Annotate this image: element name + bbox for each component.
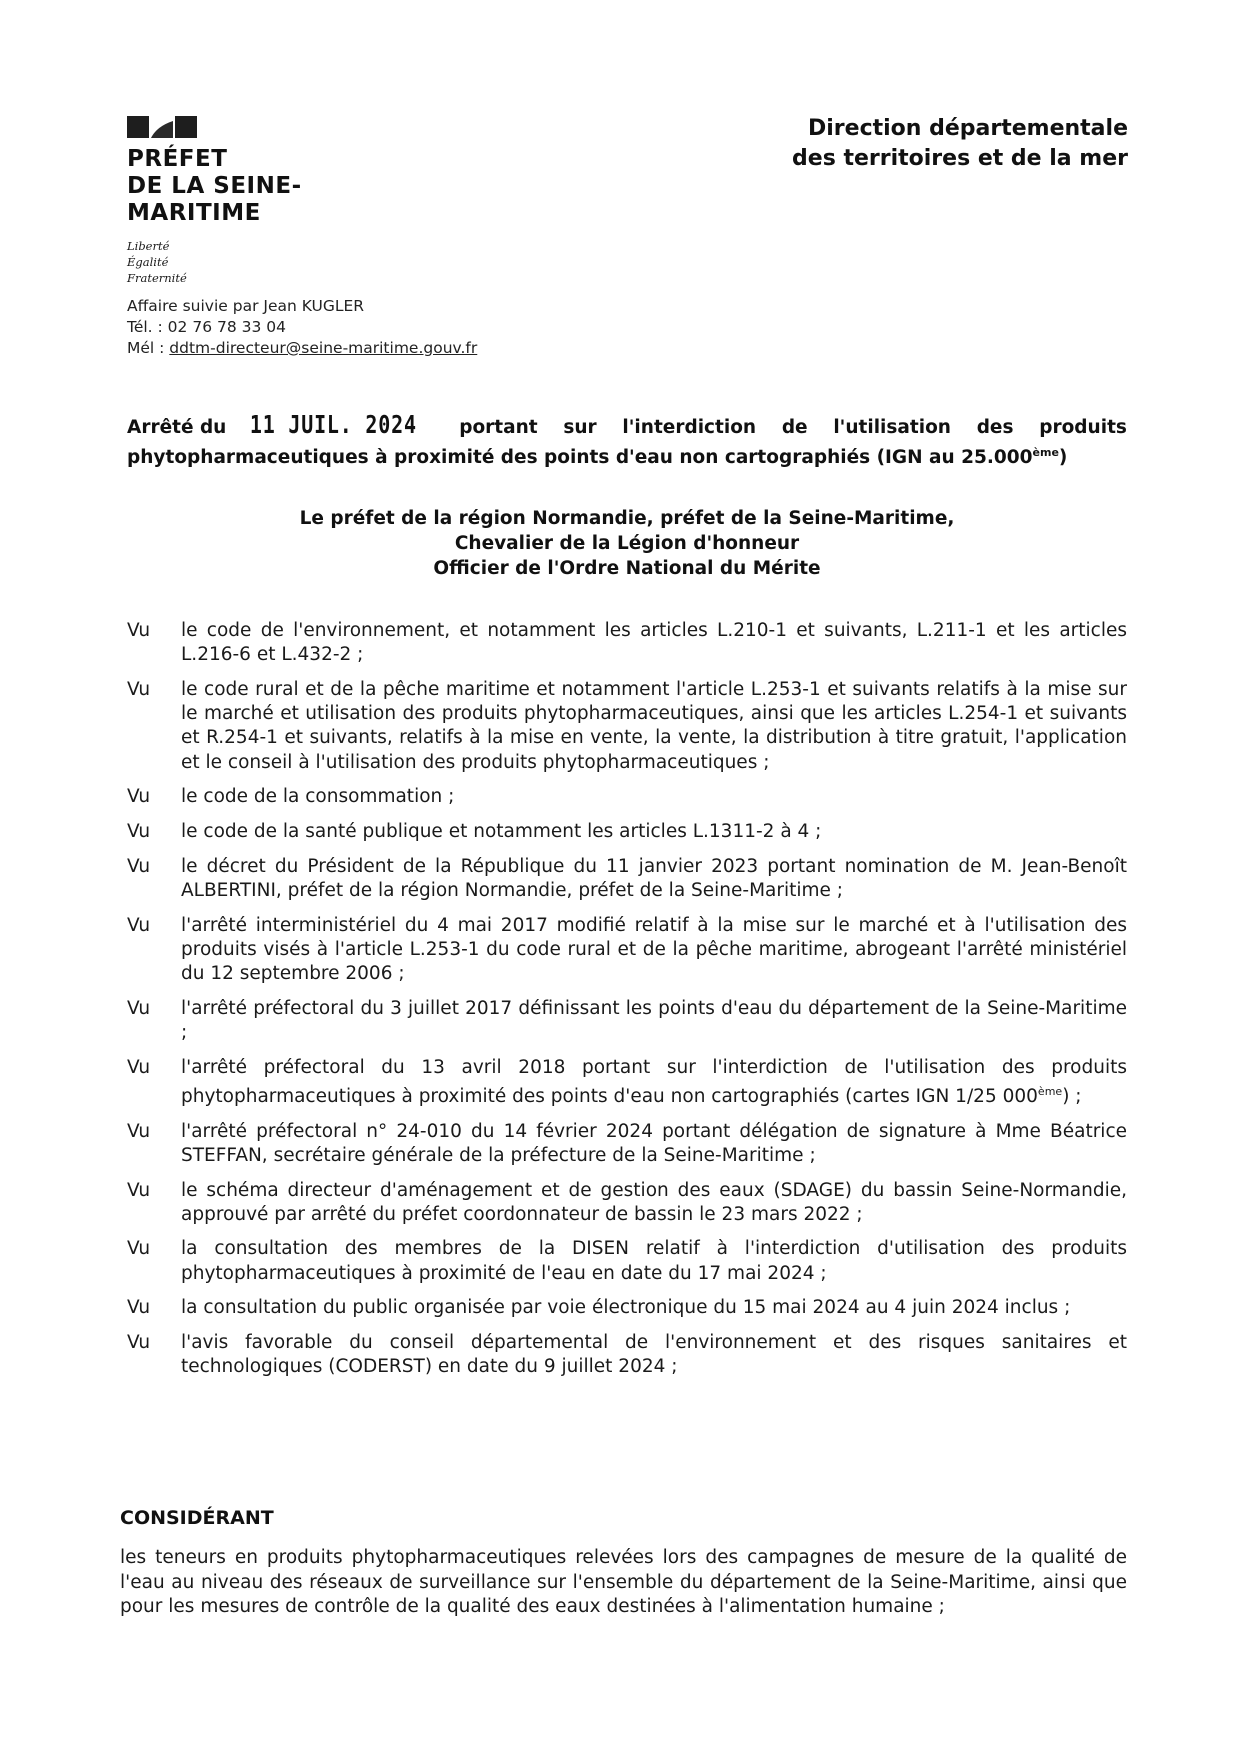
vu-text-main: l'arrêté préfectoral du 13 avril 2018 portant sur l'interdiction de l'utilisation des produits phytopharmaceutiques à proximité des points d'eau non cartographiés (cartes IGN 1/25 000 xyxy=(181,1056,1127,1107)
vu-text: le schéma directeur d'aménagement et de gestion des eaux (SDAGE) du bassin Seine-Normandie, approuvé par arrêté du préfet coordonnateur de bassin le 23 mars 2022 ; xyxy=(181,1179,1127,1225)
vu-text: le code de la consommation ; xyxy=(181,786,455,808)
vu-label: Vu xyxy=(127,1120,151,1142)
arrete-line2-end: ) xyxy=(1058,447,1068,469)
vu-item xyxy=(127,1120,1127,1168)
superscript: ème xyxy=(1032,446,1059,459)
prefet-line: DE LA SEINE- xyxy=(127,173,302,199)
email-label: Mél : xyxy=(127,339,170,357)
arrete-title-line1 xyxy=(127,412,1127,440)
title-word: produits xyxy=(1039,417,1127,438)
vu-text-end: ) ; xyxy=(1062,1085,1082,1107)
vu-text: la consultation du public organisée par voie électronique du 15 mai 2024 au 4 juin 2024 inclus ; xyxy=(181,1297,1071,1319)
vu-item xyxy=(127,855,1127,903)
vu-item xyxy=(127,914,1127,987)
marianne-flag-logo xyxy=(127,116,197,138)
vu-text xyxy=(181,1056,1127,1110)
devise xyxy=(127,238,187,286)
date-stamp: 11 JUIL. 2024 xyxy=(249,410,417,439)
arrete-prefix: Arrêté du xyxy=(127,417,227,438)
vu-item xyxy=(127,619,1127,667)
vu-label: Vu xyxy=(127,1238,151,1260)
vu-list xyxy=(127,619,1127,1390)
arrete-title-line2 xyxy=(127,440,1127,470)
arrete-line2-text: phytopharmaceutiques à proximité des points d'eau non cartographiés (IGN au 25.000 xyxy=(127,447,1033,469)
vu-item xyxy=(127,1331,1127,1379)
devise-fraternite: Fraternité xyxy=(127,271,187,285)
vu-text: le décret du Président de la République du 11 janvier 2023 portant nomination de M. Jean-Benoît ALBERTINI, préfet de la région Normandie, préfet de la Seine-Maritime ; xyxy=(181,855,1127,901)
telephone: Tél. : 02 76 78 33 04 xyxy=(127,318,287,336)
considerant-text: les teneurs en produits phytopharmaceutiques relevées lors des campagnes de mesure de la qualité de l'eau au niveau des réseaux de surveillance sur l'ensemble du département de la Seine-Maritime, ainsi que pour les mesures de contrôle de la qualité des eaux destinées à l'alimentation humaine ; xyxy=(120,1547,1127,1617)
vu-label: Vu xyxy=(127,914,151,936)
direction-title xyxy=(792,114,1128,174)
title-word: sur xyxy=(563,417,597,438)
vu-label: Vu xyxy=(127,1179,151,1201)
prefet-title xyxy=(127,146,302,227)
vu-item xyxy=(127,678,1127,775)
superscript: ème xyxy=(1037,1084,1063,1098)
vu-text: le code rural et de la pêche maritime et notamment l'article L.253-1 et suivants relatifs à la mise sur le marché et utilisation des produits phytopharmaceutiques, ainsi que les articles L.254-1 et suivants et R.254-1 et suivants, relatifs à la mise en vente, la vente, la distribution à titre gratuit, l'application et le conseil à l'utilisation des produits phytopharmaceutiques ; xyxy=(181,678,1127,773)
vu-text: le code de la santé publique et notamment les articles L.1311-2 à 4 ; xyxy=(181,820,822,842)
vu-label: Vu xyxy=(127,1332,151,1354)
prefect-line: Le préfet de la région Normandie, préfet de la Seine-Maritime, xyxy=(299,508,955,529)
vu-item xyxy=(127,1296,1127,1320)
vu-item xyxy=(127,1056,1127,1110)
email-link[interactable]: ddtm-directeur@seine-maritime.gouv.fr xyxy=(169,339,478,357)
vu-label: Vu xyxy=(127,820,151,842)
vu-text: l'arrêté préfectoral n° 24-010 du 14 février 2024 portant délégation de signature à Mme Béatrice STEFFAN, secrétaire générale de la préfecture de la Seine-Maritime ; xyxy=(181,1120,1127,1166)
title-word: l'interdiction xyxy=(622,417,757,438)
arrete-prefix-with-date xyxy=(127,412,433,440)
vu-item xyxy=(127,785,1127,809)
vu-text: l'arrêté interministériel du 4 mai 2017 modifié relatif à la mise sur le marché et à l'utilisation des produits visés à l'article L.253-1 du code rural et de la pêche maritime, abrogeant l'arrêté ministériel du 12 septembre 2006 ; xyxy=(181,914,1127,984)
direction-line: des territoires et de la mer xyxy=(792,146,1128,171)
arrete-title xyxy=(127,412,1127,470)
vu-item xyxy=(127,820,1127,844)
title-word: de xyxy=(781,417,808,438)
vu-label: Vu xyxy=(127,786,151,808)
considerant-heading: CONSIDÉRANT xyxy=(120,1507,274,1529)
vu-text: le code de l'environnement, et notamment les articles L.210-1 et suivants, L.211-1 et les articles L.216-6 et L.432-2 ; xyxy=(181,620,1127,666)
contact-block xyxy=(127,296,477,359)
vu-label: Vu xyxy=(127,1297,151,1319)
vu-item xyxy=(127,1237,1127,1285)
vu-label: Vu xyxy=(127,678,151,700)
vu-item xyxy=(127,1179,1127,1227)
devise-liberte: Liberté xyxy=(127,239,170,253)
vu-label: Vu xyxy=(127,997,151,1019)
email-line xyxy=(127,338,477,359)
vu-text: l'arrêté préfectoral du 3 juillet 2017 définissant les points d'eau du département de la Seine-Maritime ; xyxy=(181,997,1127,1043)
affaire-suivie: Affaire suivie par Jean KUGLER xyxy=(127,297,365,315)
prefet-line: PRÉFET xyxy=(127,146,228,172)
prefect-line: Chevalier de la Légion d'honneur xyxy=(454,533,800,554)
prefet-line: MARITIME xyxy=(127,200,261,226)
vu-label: Vu xyxy=(127,620,151,641)
title-word: des xyxy=(976,417,1014,438)
title-word: portant xyxy=(459,417,538,438)
vu-text: l'avis favorable du conseil départemental de l'environnement et des risques sanitaires et technologiques (CODERST) en date du 9 juillet 2024 ; xyxy=(181,1332,1127,1378)
vu-item xyxy=(127,997,1127,1045)
prefect-line: Officier de l'Ordre National du Mérite xyxy=(433,558,821,579)
vu-label: Vu xyxy=(127,1056,151,1078)
prefect-block xyxy=(127,506,1127,581)
devise-egalite: Égalité xyxy=(127,255,169,269)
vu-text: la consultation des membres de la DISEN relatif à l'interdiction d'utilisation des produits phytopharmaceutiques à proximité de l'eau en date du 17 mai 2024 ; xyxy=(181,1238,1127,1284)
title-word: l'utilisation xyxy=(833,417,951,438)
direction-line: Direction départementale xyxy=(808,116,1128,141)
vu-label: Vu xyxy=(127,855,151,877)
